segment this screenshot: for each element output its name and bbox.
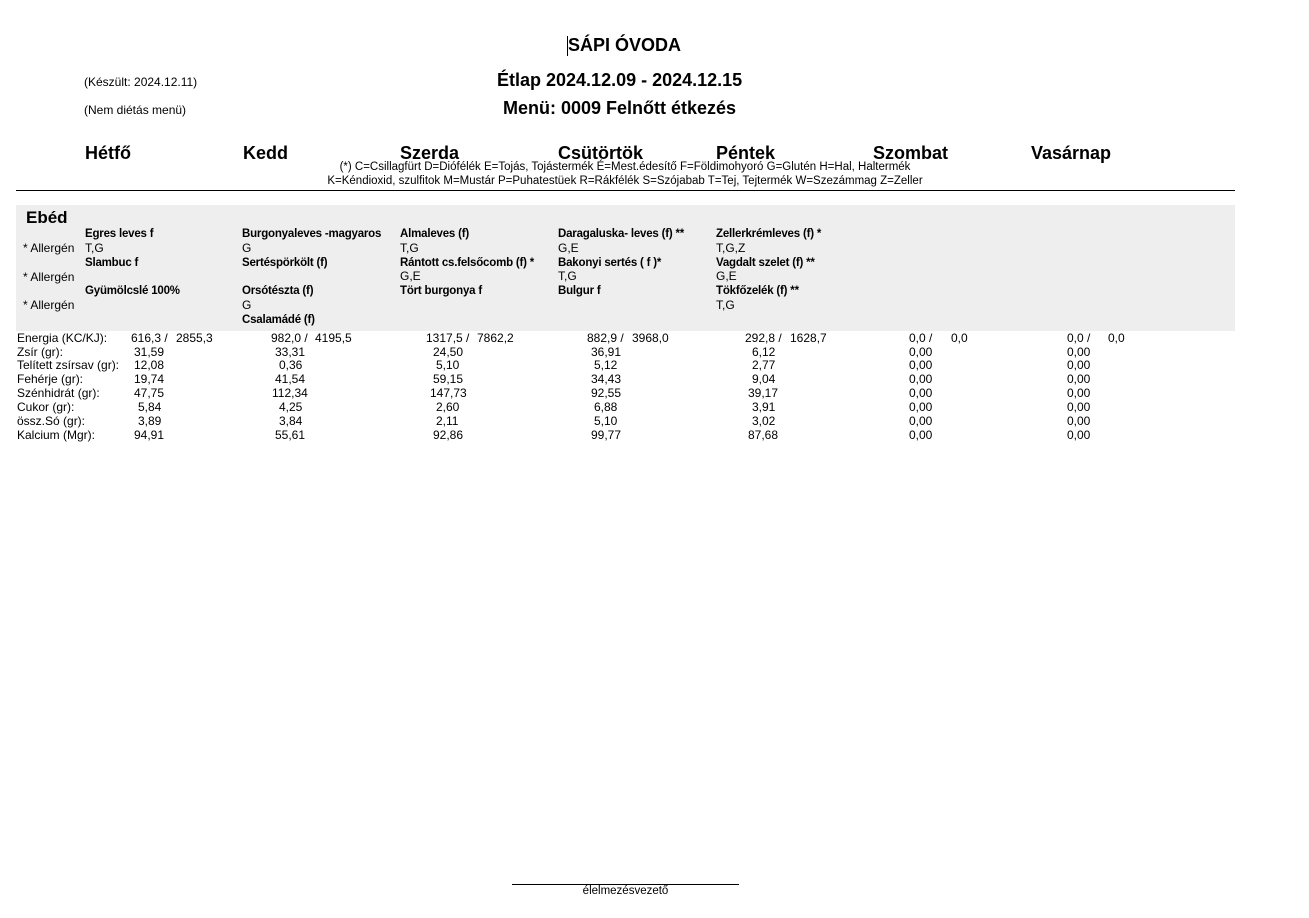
day-header-sunday: Vasárnap [1031,143,1112,163]
nutrition-label-calcium: Kalcium (Mgr): [17,428,96,442]
calcium-sat: 0,00 [909,428,933,442]
salt-mon: 3,89 [138,414,162,428]
sugar-tue: 4,25 [279,400,303,414]
dish-mon-main: Slambuc f [85,257,139,269]
allergen-thu-main: T,G [558,269,577,283]
allergen-fri-side: T,G [716,298,735,312]
energy-kj-sat: 0,0 [951,331,968,345]
allergen-mon-soup: T,G [85,241,104,255]
dish-mon-side: Gyümölcslé 100% [85,285,180,297]
day-header-thursday: Csütörtök [558,143,643,163]
allergen-tue-soup: G [242,241,252,255]
diet-note: (Nem diétás menü) [84,103,187,117]
protein-thu: 34,43 [591,372,622,386]
satfat-wed: 5,10 [436,358,460,372]
energy-kj-fri: 1628,7 [790,331,827,345]
sugar-fri: 3,91 [752,400,776,414]
protein-tue: 41,54 [275,372,306,386]
nutrition-label-sugar: Cukor (gr): [17,400,75,414]
energy-kj-sun: 0,0 [1108,331,1125,345]
allergen-legend-line1: (*) C=Csillagfürt D=Diófélék E=Tojás, Tojástermék É=Mest.édesítő F=Földimohyoró G=Glutén H=Hal, Haltermék [339,161,911,173]
energy-kj-tue: 4195,5 [315,331,352,345]
dish-fri-soup: Zellerkrémleves (f) * [716,228,822,240]
menu-title: Menü: 0009 Felnőtt étkezés [503,98,737,118]
signature-label: élelmezésvezető [582,885,669,897]
carb-wed: 147,73 [430,386,467,400]
allergen-label-3: * Allergén [23,298,75,312]
carb-fri: 39,17 [748,386,779,400]
energy-kc-sun: 0,0 / [1067,331,1091,345]
day-header-saturday: Szombat [873,143,949,163]
satfat-sat: 0,00 [909,358,933,372]
salt-fri: 3,02 [752,414,776,428]
energy-kc-tue: 982,0 / [271,331,308,345]
satfat-thu: 5,12 [594,358,618,372]
dish-wed-soup: Almaleves (f) [400,228,469,240]
sugar-mon: 5,84 [138,400,162,414]
dish-tue-side: Orsótészta (f) [242,285,314,297]
satfat-mon: 12,08 [134,358,165,372]
energy-kj-thu: 3968,0 [632,331,669,345]
fat-thu: 36,91 [591,345,622,359]
allergen-fri-main: G,E [716,269,737,283]
carb-tue: 112,34 [272,386,308,400]
dish-wed-main: Rántott cs.felsőcomb (f) * [400,257,535,269]
carb-mon: 47,75 [134,386,165,400]
energy-kc-sat: 0,0 / [909,331,933,345]
salt-wed: 2,11 [436,414,459,428]
allergen-tue-side: G [242,298,252,312]
energy-kj-mon: 2855,3 [176,331,213,345]
protein-sun: 0,00 [1067,372,1091,386]
protein-mon: 19,74 [134,372,165,386]
header-divider [16,190,1235,191]
energy-kc-thu: 882,9 / [587,331,624,345]
energy-kc-fri: 292,8 / [745,331,782,345]
carb-sat: 0,00 [909,386,933,400]
calcium-mon: 94,91 [134,428,165,442]
fat-tue: 33,31 [275,345,306,359]
satfat-fri: 2,77 [752,358,776,372]
nutrition-label-salt: össz.Só (gr): [17,414,86,428]
energy-kc-wed: 1317,5 / [426,331,470,345]
energy-kc-mon: 616,3 / [131,331,168,345]
day-header-tuesday: Kedd [243,143,288,163]
day-header-wednesday: Szerda [400,143,460,163]
salt-tue: 3,84 [279,414,303,428]
nutrition-label-protein: Fehérje (gr): [17,372,84,386]
carb-sun: 0,00 [1067,386,1091,400]
allergen-label-2: * Allergén [23,270,75,284]
fat-fri: 6,12 [752,345,776,359]
nutrition-label-carbohydrate: Szénhidrát (gr): [17,386,100,400]
created-date: (Készült: 2024.12.11) [84,75,198,89]
dish-wed-side: Tört burgonya f [400,285,482,297]
protein-sat: 0,00 [909,372,933,386]
fat-wed: 24,50 [433,345,464,359]
fat-sun: 0,00 [1067,345,1091,359]
nutrition-label-saturated-fat: Telített zsírsav (gr): [17,358,120,372]
dish-thu-side: Bulgur f [558,285,601,297]
fat-mon: 31,59 [134,345,165,359]
allergen-legend-line2: K=Kéndioxid, szulfitok M=Mustár P=Puhatestüek R=Rákfélék S=Szójabab T=Tej, Tejtermék W=Szezámmag Z=Zeller [327,175,923,187]
allergen-wed-main: G,E [400,269,421,283]
protein-fri: 9,04 [752,372,776,386]
calcium-wed: 92,86 [433,428,464,442]
nutrition-label-energy: Energia (KC/KJ): [17,331,108,345]
dish-mon-soup: Egres leves f [85,228,154,240]
dish-fri-main: Vagdalt szelet (f) ** [716,257,815,269]
org-title: SÁPI ÓVODA [568,35,682,55]
nutrition-label-fat: Zsír (gr): [17,345,63,359]
satfat-tue: 0,36 [279,358,303,372]
energy-kj-wed: 7862,2 [477,331,514,345]
sugar-sun: 0,00 [1067,400,1091,414]
calcium-tue: 55,61 [275,428,306,442]
allergen-fri-soup: T,G,Z [716,241,746,255]
allergen-thu-soup: G,E [558,241,579,255]
allergen-wed-soup: T,G [400,241,419,255]
day-header-monday: Hétfő [85,143,131,163]
salt-thu: 5,10 [594,414,618,428]
date-range-title: Étlap 2024.12.09 - 2024.12.15 [497,70,743,90]
dish-tue-main: Sertéspörkölt (f) [242,257,328,269]
carb-thu: 92,55 [591,386,622,400]
sugar-wed: 2,60 [436,400,460,414]
salt-sun: 0,00 [1067,414,1091,428]
satfat-sun: 0,00 [1067,358,1091,372]
dish-tue-extra: Csalamádé (f) [242,314,315,326]
salt-sat: 0,00 [909,414,933,428]
calcium-thu: 99,77 [591,428,622,442]
sugar-thu: 6,88 [594,400,618,414]
allergen-label-1: * Allergén [23,241,75,255]
dish-thu-soup: Daragaluska- leves (f) ** [558,228,685,240]
dish-thu-main: Bakonyi sertés ( f )* [558,257,662,269]
sugar-sat: 0,00 [909,400,933,414]
dish-fri-side: Tökfőzelék (f) ** [716,285,799,297]
fat-sat: 0,00 [909,345,933,359]
section-title-lunch: Ebéd [26,208,68,227]
dish-tue-soup: Burgonyaleves -magyaros [242,228,382,240]
protein-wed: 59,15 [433,372,464,386]
calcium-fri: 87,68 [748,428,779,442]
calcium-sun: 0,00 [1067,428,1091,442]
day-header-friday: Péntek [716,143,776,163]
